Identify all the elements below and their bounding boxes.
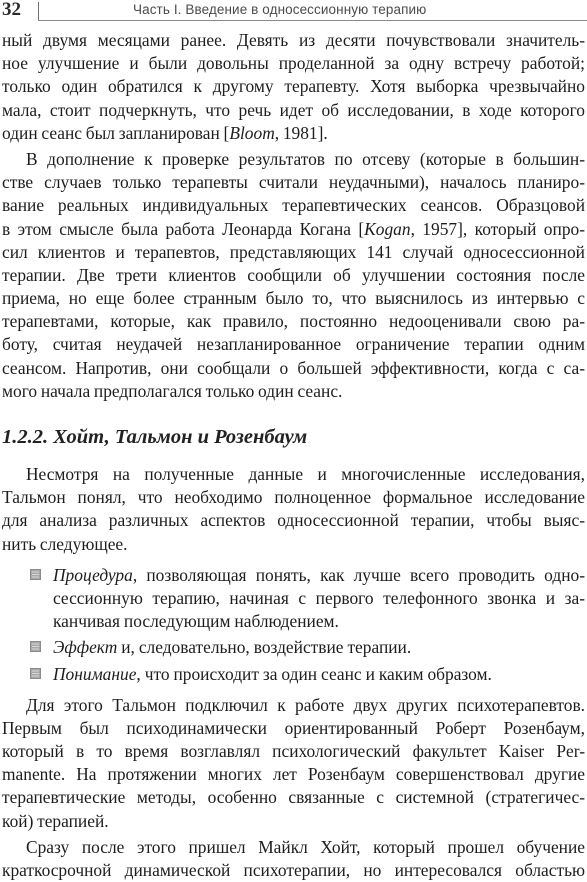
paragraph (2, 29, 585, 145)
text-fragment: , что происходит за один сеанс и каким образом. (136, 663, 492, 684)
page-number: 32 (2, 0, 21, 20)
text-line: Для этого Тальмон подключил к работе двух других психотерапевтов. (26, 694, 585, 715)
text-line: терапевтические методы, особенно связанные с системной (стратегичес- (2, 787, 585, 808)
text-line: Несмотря на полученные данные и многочисленные исследования, (26, 464, 585, 484)
text-line: ное улучшение и были довольны проделанной за одну встречу работой; (2, 53, 585, 74)
text-line: который в то время возглавлял психологический факультет Kaiser Per- (2, 741, 585, 762)
bullet-list (2, 564, 585, 686)
text-line: Сразу после этого пришел Майкл Хойт, который прошел обучение (26, 836, 585, 857)
running-head (0, 0, 587, 24)
text-fragment: , 1981]. (274, 122, 328, 143)
paragraph (2, 694, 585, 833)
text-line (2, 122, 585, 145)
text-line: боту, считая неудачей незапланированное ограничение терапии одним (2, 334, 585, 355)
list-item (2, 636, 585, 659)
text-line: терапии. Две трети клиентов сообщили об улучшении состояния после (2, 264, 585, 285)
text-line: только один обратился к другому терапевту. Хотя выборка чрезвычайно (2, 76, 585, 97)
text-line: Первым был психодинамически ориентированный Роберт Розенбаум, (2, 717, 585, 738)
text-line: нить следующее. (2, 533, 128, 554)
text-line: сеансом. Напротив, они сообщали о большей эффективности, когда с са- (2, 357, 585, 378)
text-line: ный двумя месяцами ранее. Девять из десяти почувствовали значитель- (2, 30, 585, 50)
text-line: manente. На протяжении многих лет Розенбаум совершенствовал другие (2, 764, 585, 785)
header-divider-vertical (38, 2, 39, 20)
text-line (53, 663, 585, 686)
paragraph (2, 148, 585, 403)
text-fragment: один сеанс был запланирован [ (2, 122, 230, 143)
list-item-term: Понимание (53, 663, 137, 684)
list-item-term: Эффект (53, 637, 118, 658)
text-line: стве случаев только терапевты считали неудачными), началось планиро- (2, 172, 585, 193)
text-line: В дополнение к проверке результатов по отсеву (которые в большин- (26, 148, 585, 169)
chapter-title: Часть I. Введение в односессионную терапию (133, 2, 427, 17)
text-line (53, 564, 585, 587)
text-line: канчивая последующим наблюдением. (53, 611, 339, 632)
header-divider-horizontal (38, 20, 587, 21)
list-item (2, 564, 585, 634)
citation-author: Kogan (364, 218, 411, 239)
text-fragment: в этом смысле была работа Леонарда Когана [ (2, 218, 365, 239)
text-line: мого начала предполагался только один сеанс. (2, 380, 343, 401)
text-line (2, 218, 585, 241)
text-line: сессионную терапию, начиная с первого телефонного звонка и за- (53, 587, 585, 608)
square-bullet-icon (30, 668, 41, 679)
citation-author: Bloom (229, 122, 275, 143)
text-line: терапевтами, которые, как правило, постоянно недооценивали свою ра- (2, 311, 585, 332)
paragraph (2, 463, 585, 556)
square-bullet-icon (30, 641, 41, 652)
text-fragment: , позволяющая понять, как лучше всего проводить одно- (132, 564, 585, 585)
text-line: Тальмон понял, что необходимо полноценное формальное исследование (2, 487, 585, 508)
text-line: вание реальных индивидуальных терапевтических сеансов. Образцовой (2, 195, 585, 216)
text-line: для анализа различных аспектов односессионной терапии, чтобы выяс- (2, 510, 585, 531)
square-bullet-icon (30, 569, 41, 580)
list-item-term: Процедура (53, 564, 133, 585)
text-line: мала, стоит подчеркнуть, что речь идет об исследовании, в ходе которого (2, 99, 585, 120)
text-line (53, 636, 585, 659)
body-text (2, 29, 585, 882)
paragraph (2, 836, 585, 882)
list-item (2, 663, 585, 686)
text-fragment: , 1957], который опро- (410, 218, 585, 239)
text-fragment: и, следовательно, воздействие терапии. (117, 637, 412, 658)
text-line: приема, но еще более странным было то, что выяснилось из интервью с (2, 288, 585, 309)
text-line: краткосрочной динамической психотерапии, но интересовался областью (2, 860, 585, 880)
text-line: кой) терапией. (2, 810, 109, 831)
section-heading: 1.2.2. Хойт, Тальмон и Розенбаум (2, 426, 308, 448)
text-line: сил клиентов и терапевтов, представляющих 141 случай односессионной (2, 241, 585, 262)
